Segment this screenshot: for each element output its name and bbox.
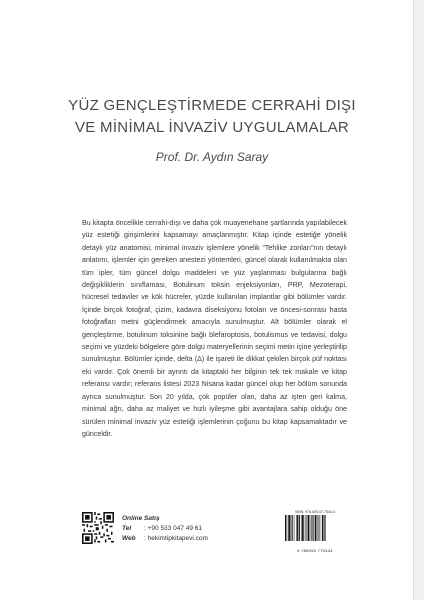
description-paragraph: Bu kitapta öncelikle cerrahi-dışı ve daha çok muayenehane şartlarında yapılabilecek yüz estetiği girişimlerini kapsamayı amaçlanmıştır. Kitap içinde estetiğe yönelik detaylı yüz anatomisi, minimal invaziv işlemlere yönelik “Tehlike zonları”nın detaylı anlatımı, işlemler için gereken anestezi yöntemleri, güncel olarak kullanılmakta olan tüm ipler, tüm güncel dolgu maddeleri ve yüz yaşlanması bulgularına bağlı değişikliklerin sınıflaması, Botulinum toksin enjeksiyonları, PRP, Mezoterapi, hücresel tedaviler ve kök hücreler, yüzde kullanılan implantlar gibi bölümler vardır. İçinde birçok fotoğraf, çizim, kadavra diseksiyonu fotoları ve öncesi-sonrası hasta fotoğrafları metni güçlendirmek amacıyla sunulmuştur. Alt bölümler olarak el gençleştirme, botulinum toksinine bağlı blefaroptosis, botulismus ve tedavisi, dolgu seçimi ve yüzdeki bölgelere göre dolgu materyellerinin seçimi metin içine yerleştirilip sunulmuştur. Bölümler içinde, delta (Δ) ile işareti ile dikkat çekilen birçok püf noktası eki vardır. Çok önemli bir ayrıntı da kitaptaki her bilginin tek tek makale ve kitap referansı vardır; referans listesi 2023 Nisana kadar güncel olup her bölüm sonunda ayrıca sunulmuştur. Son 20 yılda, çok popüler olan, daha az işten geri kalma, minimal ağrı, daha az maliyet ve hızlı iyileşme gibi avantajlara sahip olduğu öne sürülen minimal invaziv yüz estetiği işlemlerinin çoğunu bu kitap kapsamaktadır ve günceldir. — [82, 219, 347, 438]
title-line-2: VE MİNİMAL İNVAZİV UYGULAMALAR — [74, 119, 350, 136]
online-sales-label: Online Satış — [122, 515, 160, 522]
web-label: Web — [122, 535, 136, 542]
isbn-text: ISBN: 978-605-07-7044-4 — [294, 510, 336, 514]
tel-label: Tel — [122, 525, 132, 532]
title-line-1: YÜZ GENÇLEŞTİRMEDE CERRAHİ DIŞI — [68, 97, 356, 114]
footer — [82, 512, 347, 552]
isbn-barcode — [283, 510, 347, 553]
book-spine — [413, 0, 424, 600]
book-title — [0, 95, 424, 139]
author-name: Prof. Dr. Aydın Saray — [155, 150, 269, 164]
online-sales-info — [122, 514, 208, 544]
description-text — [82, 217, 347, 440]
qr-code-icon — [82, 512, 114, 544]
barcode-digits: 9 786050 770444 — [297, 548, 333, 553]
tel-value[interactable]: : +90 533 047 49 61 — [144, 525, 203, 532]
web-value[interactable]: : hekimtipkitapevi.com — [144, 535, 208, 542]
barcode-icon — [283, 515, 347, 543]
